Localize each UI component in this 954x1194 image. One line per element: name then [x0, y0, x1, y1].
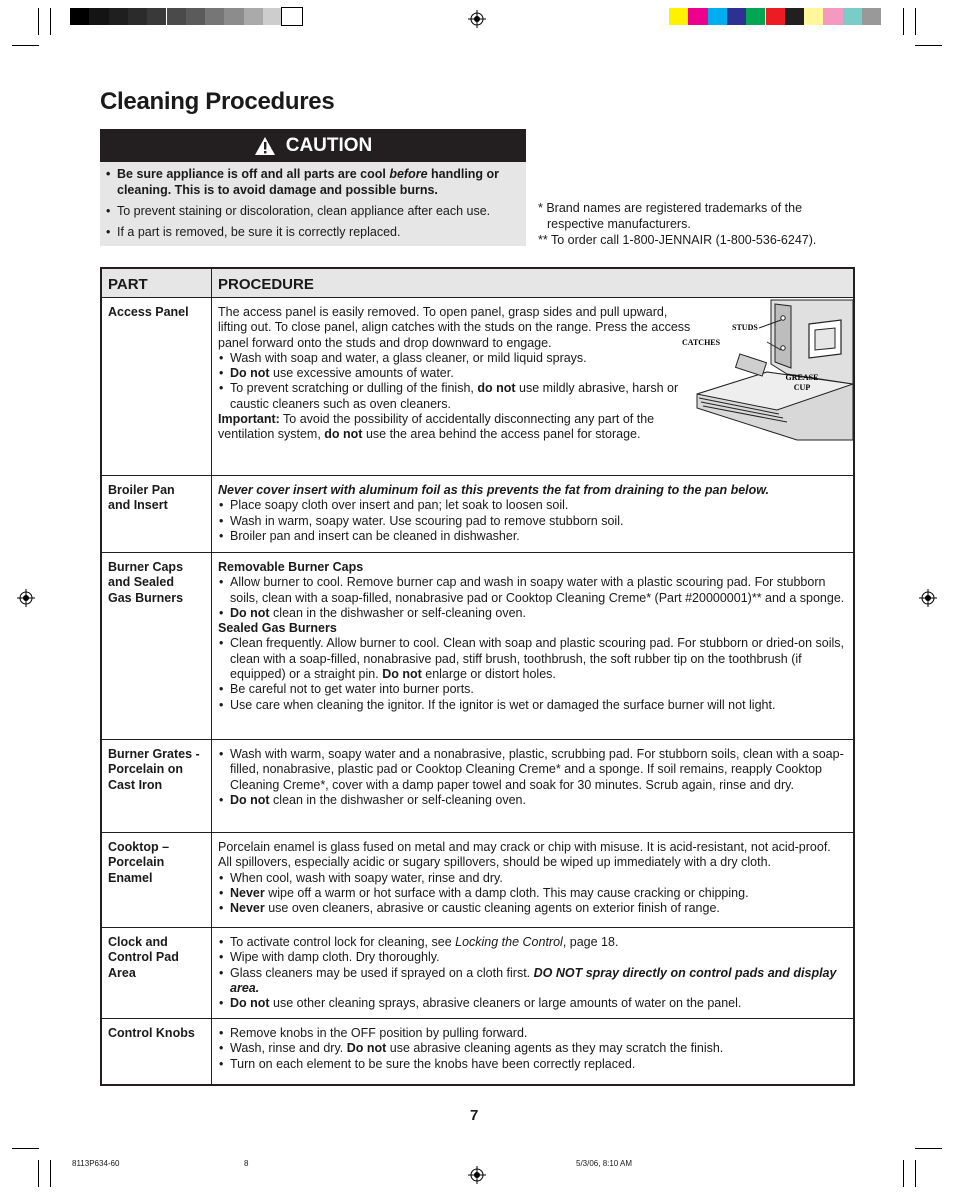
list-item: • To activate control lock for cleaning, see Locking the Control, page 18.: [218, 935, 847, 950]
footnotes: [538, 200, 816, 248]
list-item: • Wash in warm, soapy water. Use scouring pad to remove stubborn soil.: [218, 514, 847, 529]
part-burner-caps: Burner Caps and Sealed Gas Burners: [101, 553, 212, 740]
part-broiler: Broiler Pan and Insert: [101, 476, 212, 553]
list-item: • Never use oven cleaners, abrasive or caustic cleaning agents on exterior finish of range.: [218, 901, 847, 916]
list-item: • Wipe with damp cloth. Dry thoroughly.: [218, 950, 847, 965]
color-swatch: [205, 8, 224, 25]
label-cup: CUP: [793, 383, 811, 392]
column-header-procedure: PROCEDURE: [212, 268, 855, 298]
color-swatch: [688, 8, 707, 25]
subheading-sealed-burners: Sealed Gas Burners: [218, 621, 337, 636]
cooktop-intro: Porcelain enamel is glass fused on metal and may crack or chip with misuse. It is acid-resistant, not acid-proof. All spillovers, especially acidic or sugary spillovers, should be wiped up immediately with a dry cloth.: [218, 840, 831, 870]
color-swatch: [167, 8, 186, 25]
list-item: • Broiler pan and insert can be cleaned in dishwasher.: [218, 529, 847, 544]
crop-mark: [915, 8, 916, 35]
table-row: [101, 553, 854, 740]
part-access-panel: Access Panel: [101, 298, 212, 476]
subheading-removable-caps: Removable Burner Caps: [218, 560, 364, 574]
color-swatch: [746, 8, 765, 25]
caution-item: • To prevent staining or discoloration, clean appliance after each use.: [106, 203, 520, 219]
color-swatch: [823, 8, 842, 25]
crop-mark: [38, 1160, 39, 1187]
column-header-part: PART: [101, 268, 212, 298]
color-swatch: [89, 8, 108, 25]
label-catches: CATCHES: [682, 338, 721, 347]
list-item: • Turn on each element to be sure the knobs have been correctly replaced.: [218, 1057, 847, 1072]
table-row: [101, 476, 854, 553]
table-row: [101, 1019, 854, 1085]
color-swatch: [186, 8, 205, 25]
crop-mark: [915, 1148, 942, 1149]
list-item: • Clean frequently. Allow burner to cool. Clean with soap and plastic scouring pad. For stubborn or dried-on soils, clean with a soap-filled, nonabrasive pad, stiff brush, toothbrush, the soft rubber tip on the toothbrush (if equipped) or a straight pin. Do not enlarge or distort holes.: [218, 636, 847, 682]
list-item: • Wash with soap and water, a glass cleaner, or mild liquid sprays.: [218, 351, 847, 366]
registration-mark-icon: [919, 589, 937, 607]
crop-mark: [903, 8, 904, 35]
list-item: • When cool, wash with soapy water, rinse and dry.: [218, 871, 847, 886]
crop-mark: [12, 45, 39, 46]
color-swatch: [244, 8, 263, 25]
caution-box: [100, 129, 526, 246]
knobs-bullets: [218, 1026, 847, 1072]
access-intro: The access panel is easily removed. To open panel, grasp sides and pull upward, lifting out. To close panel, align catches with the studs on the range. Press the access panel forward onto the studs and drop downward to engage.: [218, 305, 691, 350]
clock-bullets: [218, 935, 847, 1011]
crop-mark: [12, 1148, 39, 1149]
color-swatch: [109, 8, 128, 25]
list-item: • Wash with warm, soapy water and a nonabrasive, plastic, scrubbing pad. For stubborn soils, clean with a soap-filled, nonabrasive, plastic pad or Cooktop Cleaning Creme* and a sponge. If soil remains, reapply Cooktop Cleaning Creme*, cover with a damp paper towel and soak for 30 minutes. Scrub again, rinse and dry.: [218, 747, 847, 793]
warning-triangle-icon: [254, 136, 276, 156]
color-swatch: [785, 8, 804, 25]
list-item: • Be careful not to get water into burner ports.: [218, 682, 847, 697]
part-control-knobs: Control Knobs: [101, 1019, 212, 1085]
caution-item: • If a part is removed, be sure it is correctly replaced.: [106, 224, 520, 240]
label-grease: GREASE: [785, 373, 819, 382]
list-item: • Glass cleaners may be used if sprayed on a cloth first. DO NOT spray directly on control pads and display area.: [218, 966, 847, 997]
cleaning-procedures-table: [100, 267, 855, 1086]
procedure-broiler: [212, 476, 855, 553]
access-important: Important: To avoid the possibility of accidentally disconnecting any part of the ventilation system, do not use the area behind the access panel for storage.: [218, 412, 655, 442]
access-bullets: [218, 351, 847, 412]
caution-heading: CAUTION: [285, 134, 373, 156]
color-swatch: [128, 8, 147, 25]
list-item: • Place soapy cloth over insert and pan; let soak to loosen soil.: [218, 498, 847, 513]
procedure-access-panel: [212, 298, 855, 476]
list-item: • Remove knobs in the OFF position by pulling forward.: [218, 1026, 847, 1041]
page-number: 7: [470, 1107, 479, 1124]
color-swatch: [70, 8, 89, 25]
color-swatch: [669, 8, 688, 25]
registration-mark-icon: [468, 10, 486, 28]
registration-mark-icon: [17, 589, 35, 607]
crop-mark: [915, 45, 942, 46]
slug-file: 8113P634-60: [72, 1159, 120, 1168]
color-swatch: [147, 8, 166, 25]
color-swatch: [263, 8, 282, 25]
caution-header: [100, 129, 526, 162]
cooktop-bullets: [218, 871, 847, 917]
color-swatch: [224, 8, 243, 25]
list-item: • Wash, rinse and dry. Do not use abrasive cleaning agents as they may scratch the finish.: [218, 1041, 847, 1056]
trademark-note: * Brand names are registered trademarks of the: [538, 201, 803, 215]
trademark-note-cont: respective manufacturers.: [547, 217, 691, 231]
table-row: [101, 833, 854, 928]
crop-mark: [50, 8, 51, 35]
sealed-burner-bullets: [218, 636, 847, 712]
list-item: • Do not clean in the dishwasher or self-cleaning oven.: [218, 606, 847, 621]
list-item: • Do not clean in the dishwasher or self-cleaning oven.: [218, 793, 847, 808]
slug-date: 5/3/06, 8:10 AM: [576, 1159, 633, 1168]
list-item: • Never wipe off a warm or hot surface with a damp cloth. This may cause cracking or chipping.: [218, 886, 847, 901]
part-burner-grates: Burner Grates - Porcelain on Cast Iron: [101, 740, 212, 833]
color-swatch: [804, 8, 823, 25]
registration-mark-icon: [468, 1166, 486, 1184]
order-note: ** To order call 1-800-JENNAIR (1-800-536-6247).: [538, 233, 817, 247]
crop-mark: [903, 1160, 904, 1187]
color-swatch: [727, 8, 746, 25]
label-studs: STUDS: [732, 323, 758, 332]
part-cooktop: Cooktop – Porcelain Enamel: [101, 833, 212, 928]
crop-mark: [915, 1160, 916, 1187]
part-clock: Clock and Control Pad Area: [101, 928, 212, 1019]
burner-cap-bullets: [218, 575, 847, 621]
list-item: • Do not use other cleaning sprays, abrasive cleaners or large amounts of water on the panel.: [218, 996, 847, 1011]
table-header-row: [101, 268, 854, 298]
color-swatch: [862, 8, 881, 25]
table-row: [101, 298, 854, 476]
list-item: • To prevent scratching or dulling of the finish, do not use mildly abrasive, harsh or caustic cleaners such as oven cleaners.: [218, 381, 847, 412]
table-row: [101, 740, 854, 833]
list-item: • Use care when cleaning the ignitor. If the ignitor is wet or damaged the surface burner will not light.: [218, 698, 847, 713]
color-swatch: [282, 8, 301, 25]
procedure-cooktop: [212, 833, 855, 928]
caution-list: [100, 162, 526, 240]
slug-page: 8: [244, 1159, 249, 1168]
broiler-bullets: [218, 498, 847, 544]
page-title: Cleaning Procedures: [100, 88, 335, 115]
caution-item: • Be sure appliance is off and all parts are cool before handling or cleaning. This is to avoid damage and possible burns.: [106, 166, 520, 198]
grates-bullets: [218, 747, 847, 808]
procedure-control-knobs: [212, 1019, 855, 1085]
table-row: [101, 928, 854, 1019]
list-item: • Do not use excessive amounts of water.: [218, 366, 847, 381]
color-swatch: [766, 8, 785, 25]
color-swatch: [843, 8, 862, 25]
procedure-burner-caps: [212, 553, 855, 740]
list-item: • Allow burner to cool. Remove burner cap and wash in soapy water with a plastic scouring pad. For stubborn soils, clean with a soap-filled, nonabrasive pad or Cooktop Cleaning Creme* (Part #20000001)** and a sponge.: [218, 575, 847, 606]
color-swatch: [708, 8, 727, 25]
crop-mark: [38, 8, 39, 35]
procedure-clock: [212, 928, 855, 1019]
procedure-burner-grates: [212, 740, 855, 833]
broiler-warning: Never cover insert with aluminum foil as this prevents the fat from draining to the pan below.: [218, 483, 770, 497]
crop-mark: [50, 1160, 51, 1187]
